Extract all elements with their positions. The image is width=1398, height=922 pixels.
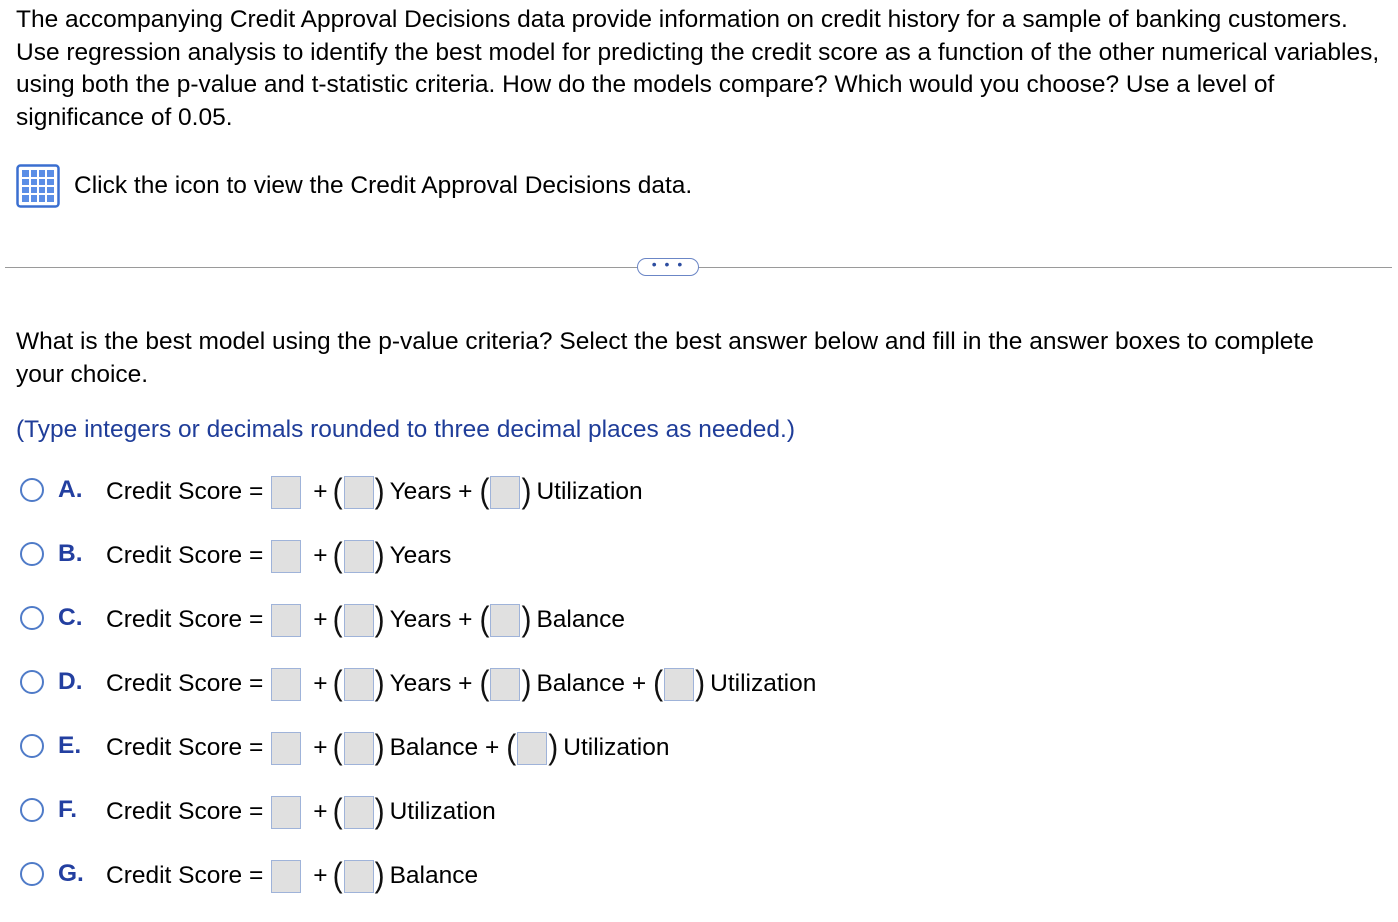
- equation-lhs: Credit Score =: [106, 606, 264, 633]
- coefficient-input[interactable]: [344, 860, 374, 893]
- regression-equation: [106, 780, 502, 844]
- coefficient-input[interactable]: [490, 604, 520, 637]
- close-paren: ): [374, 792, 385, 831]
- option-letter: E.: [58, 732, 82, 759]
- more-button-label: • • •: [651, 256, 685, 272]
- close-paren: ): [374, 856, 385, 895]
- plus-sign: +: [313, 542, 328, 569]
- regression-equation: [106, 460, 649, 524]
- plus-sign: +: [313, 670, 328, 697]
- open-paren: (: [332, 472, 343, 511]
- equation-lhs: Credit Score =: [106, 734, 264, 761]
- table-icon[interactable]: [16, 164, 60, 208]
- close-paren: ): [548, 728, 559, 767]
- intercept-input[interactable]: [271, 604, 301, 637]
- regression-equation: [106, 524, 457, 588]
- regression-equation: [106, 844, 484, 908]
- prompt-text: What is the best model using the p-value criteria? Select the best answer below and fill in the answer boxes to complete your choice.: [16, 328, 1314, 388]
- plus-sign: +: [313, 606, 328, 633]
- data-link-text: Click the icon to view the Credit Approval Decisions data.: [74, 172, 693, 199]
- coefficient-input[interactable]: [344, 476, 374, 509]
- regression-equation: [106, 652, 822, 716]
- answer-option[interactable]: [0, 780, 1000, 844]
- variable-label: Utilization: [536, 478, 643, 505]
- variable-label: Balance +: [536, 670, 647, 697]
- equation-lhs: Credit Score =: [106, 862, 264, 889]
- close-paren: ): [374, 664, 385, 703]
- plus-sign: +: [313, 478, 328, 505]
- variable-label: Utilization: [389, 798, 496, 825]
- equation-lhs: Credit Score =: [106, 798, 264, 825]
- equation-lhs: Credit Score =: [106, 670, 264, 697]
- intercept-input[interactable]: [271, 796, 301, 829]
- open-paren: (: [332, 792, 343, 831]
- radio-button[interactable]: [20, 478, 44, 502]
- regression-equation: [106, 716, 675, 780]
- open-paren: (: [332, 664, 343, 703]
- coefficient-input[interactable]: [344, 540, 374, 573]
- variable-label: Years +: [389, 670, 473, 697]
- coefficient-input[interactable]: [490, 668, 520, 701]
- plus-sign: +: [313, 862, 328, 889]
- coefficient-input[interactable]: [344, 604, 374, 637]
- open-paren: (: [479, 664, 490, 703]
- close-paren: ): [374, 600, 385, 639]
- regression-equation: [106, 588, 631, 652]
- answer-option[interactable]: [0, 588, 1000, 652]
- coefficient-input[interactable]: [344, 796, 374, 829]
- answer-option[interactable]: [0, 460, 1000, 524]
- open-paren: (: [653, 664, 664, 703]
- option-letter: C.: [58, 604, 83, 631]
- variable-label: Years +: [389, 478, 473, 505]
- radio-button[interactable]: [20, 798, 44, 822]
- answer-option[interactable]: [0, 652, 1000, 716]
- close-paren: ): [374, 472, 385, 511]
- radio-button[interactable]: [20, 862, 44, 886]
- open-paren: (: [332, 728, 343, 767]
- variable-label: Years: [389, 542, 452, 569]
- option-letter: B.: [58, 540, 83, 567]
- data-link: [16, 164, 692, 208]
- question-text: The accompanying Credit Approval Decisions data provide information on credit history for a sample of banking customers. Use regression analysis to identify the best model for predicting the credit score as a function of the other numerical variables, using both the p-value and t-statistic criteria. How do the models compare? Which would you choose? Use a level of significance of 0.05.: [16, 6, 1380, 131]
- close-paren: ): [521, 472, 532, 511]
- radio-button[interactable]: [20, 670, 44, 694]
- intercept-input[interactable]: [271, 668, 301, 701]
- radio-button[interactable]: [20, 542, 44, 566]
- coefficient-input[interactable]: [344, 732, 374, 765]
- open-paren: (: [332, 600, 343, 639]
- answer-option[interactable]: [0, 844, 1000, 908]
- plus-sign: +: [313, 798, 328, 825]
- plus-sign: +: [313, 734, 328, 761]
- answer-option[interactable]: [0, 716, 1000, 780]
- coefficient-input[interactable]: [517, 732, 547, 765]
- open-paren: (: [506, 728, 517, 767]
- intercept-input[interactable]: [271, 732, 301, 765]
- more-button[interactable]: [637, 258, 699, 276]
- radio-button[interactable]: [20, 734, 44, 758]
- radio-button[interactable]: [20, 606, 44, 630]
- answer-option[interactable]: [0, 524, 1000, 588]
- close-paren: ): [521, 664, 532, 703]
- intercept-input[interactable]: [271, 476, 301, 509]
- close-paren: ): [521, 600, 532, 639]
- option-letter: F.: [58, 796, 78, 823]
- variable-label: Balance: [389, 862, 479, 889]
- close-paren: ): [374, 536, 385, 575]
- intercept-input[interactable]: [271, 860, 301, 893]
- option-letter: D.: [58, 668, 83, 695]
- option-letter: A.: [58, 476, 83, 503]
- open-paren: (: [332, 536, 343, 575]
- intercept-input[interactable]: [271, 540, 301, 573]
- variable-label: Balance: [536, 606, 626, 633]
- open-paren: (: [479, 472, 490, 511]
- coefficient-input[interactable]: [664, 668, 694, 701]
- equation-lhs: Credit Score =: [106, 542, 264, 569]
- variable-label: Utilization: [710, 670, 817, 697]
- equation-lhs: Credit Score =: [106, 478, 264, 505]
- hint-text: (Type integers or decimals rounded to three decimal places as needed.): [16, 416, 795, 443]
- coefficient-input[interactable]: [490, 476, 520, 509]
- coefficient-input[interactable]: [344, 668, 374, 701]
- option-letter: G.: [58, 860, 84, 887]
- variable-label: Utilization: [563, 734, 670, 761]
- open-paren: (: [332, 856, 343, 895]
- close-paren: ): [695, 664, 706, 703]
- variable-label: Balance +: [389, 734, 500, 761]
- open-paren: (: [479, 600, 490, 639]
- close-paren: ): [374, 728, 385, 767]
- variable-label: Years +: [389, 606, 473, 633]
